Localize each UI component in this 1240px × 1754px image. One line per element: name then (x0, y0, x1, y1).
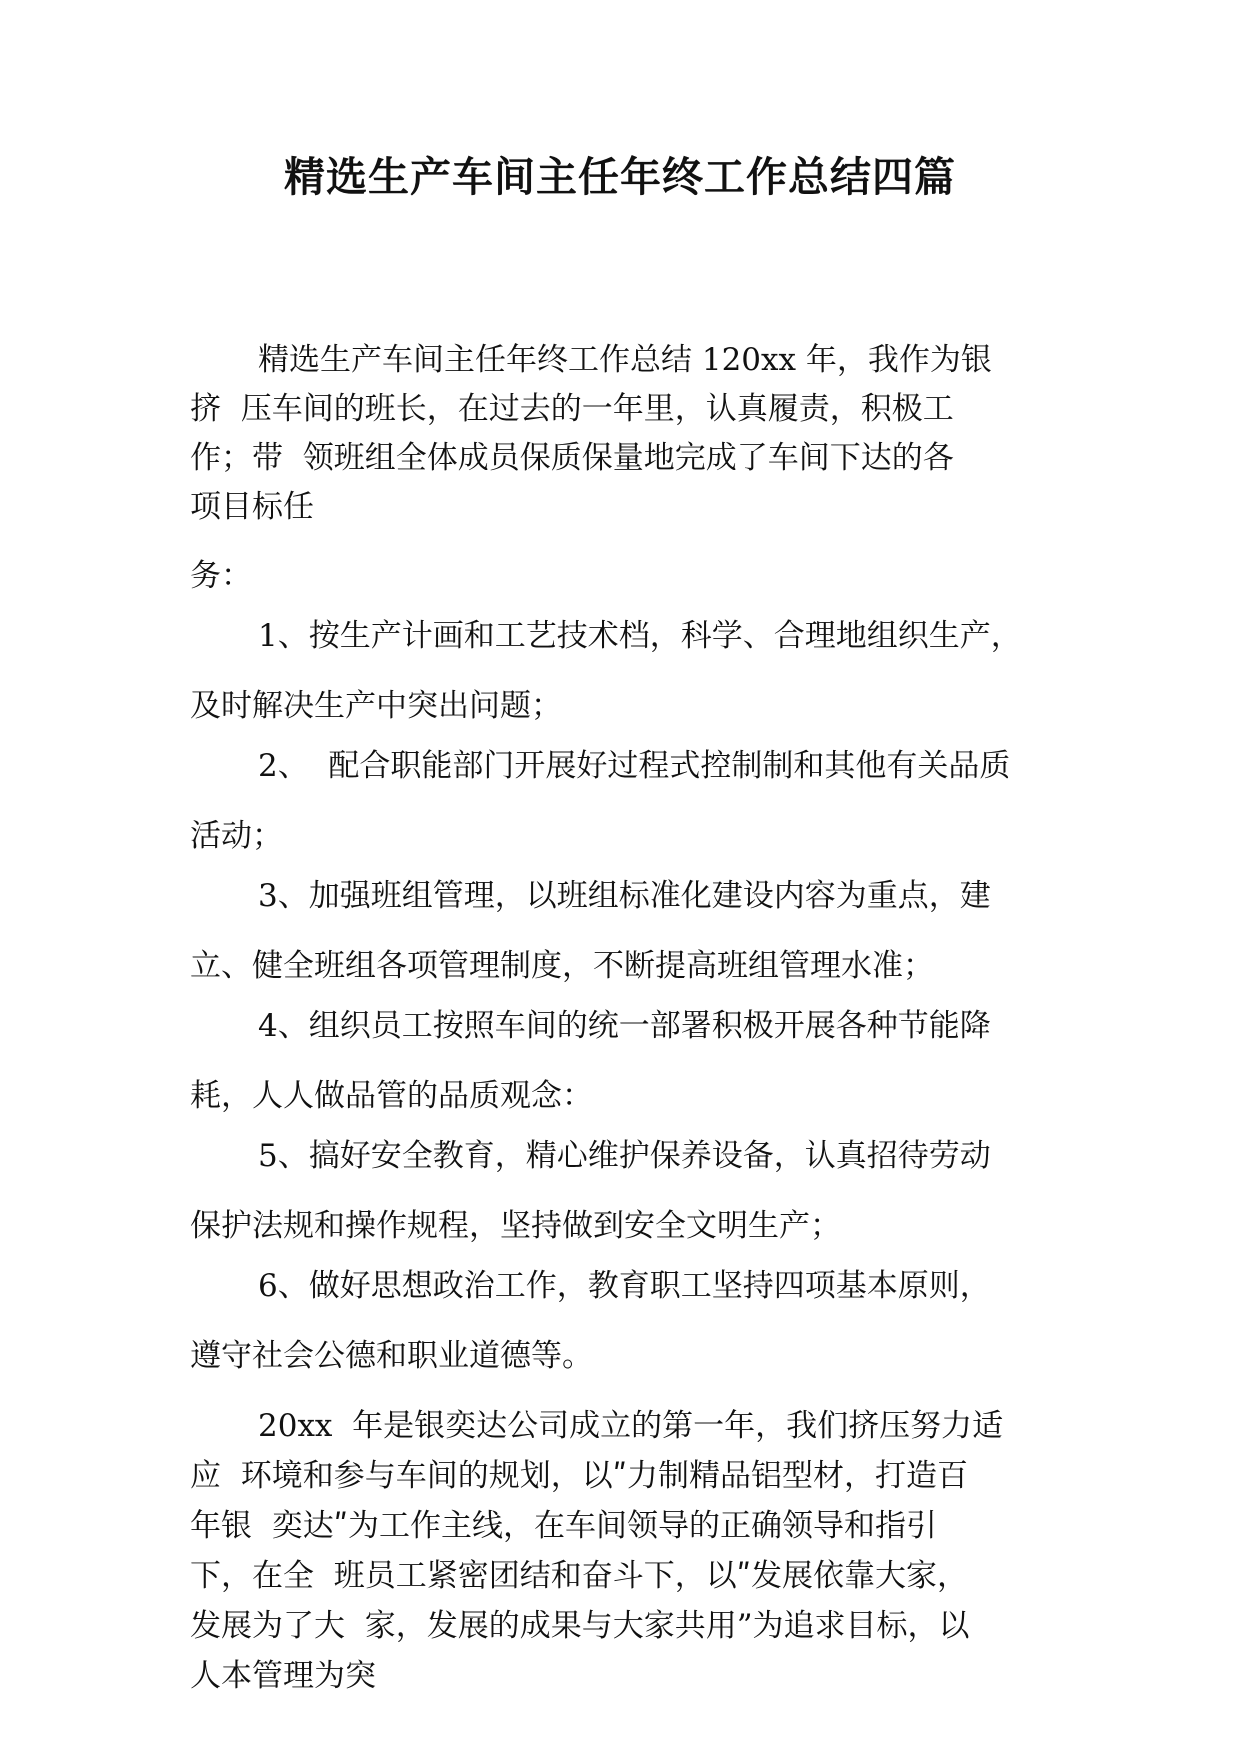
paragraph-line: 务： (190, 558, 252, 594)
paragraph-line: 20xx 年是银奕达公司成立的第一年，我们挤压努力适 (258, 1408, 1004, 1444)
paragraph-line: 年银 奕达ʺ为工作主线，在车间领导的正确领导和指引 (190, 1508, 937, 1544)
list-item-line: 耗，人人做品管的品质观念： (190, 1078, 593, 1114)
list-item-line: 遵守社会公德和职业道德等。 (190, 1338, 593, 1374)
list-item-line: 6、做好思想政治工作，教育职工坚持四项基本原则， (258, 1268, 991, 1304)
list-item-line: 5、搞好安全教育，精心维护保养设备，认真招待劳动 (258, 1138, 991, 1174)
paragraph-line: 下，在全 班员工紧密团结和奋斗下，以ʺ发展依靠大家， (190, 1558, 968, 1594)
list-item-line: 4、组织员工按照车间的统一部署积极开展各种节能降 (258, 1008, 991, 1044)
list-item-line: 保护法规和操作规程，坚持做到安全文明生产； (190, 1208, 841, 1244)
list-item-line: 1、按生产计画和工艺技术档，科学、合理地组织生产， (258, 618, 1022, 654)
list-item-line: 及时解决生产中突出问题； (190, 688, 562, 724)
paragraph-line: 应 环境和参与车间的规划，以ʺ力制精品铝型材，打造百 (190, 1458, 968, 1494)
paragraph-line: 人本管理为突 (190, 1658, 376, 1694)
list-item-line: 2、 配合职能部门开展好过程式控制制和其他有关品质 (258, 748, 1011, 784)
paragraph-line: 作；带 领班组全体成员保质保量地完成了车间下达的各 (190, 440, 954, 476)
list-item-line: 立、健全班组各项管理制度，不断提高班组管理水准； (190, 948, 934, 984)
list-item-line: 3、加强班组管理，以班组标准化建设内容为重点，建 (258, 878, 991, 914)
document-title: 精选生产车间主任年终工作总结四篇 (284, 153, 956, 201)
paragraph-line: 发展为了大 家，发展的成果与大家共用”为追求目标，以 (190, 1608, 970, 1644)
list-item-line: 活动； (190, 818, 283, 854)
paragraph-line: 挤 压车间的班长，在过去的一年里，认真履责，积极工 (190, 391, 954, 427)
paragraph-line: 精选生产车间主任年终工作总结 120xx 年，我作为银 (258, 342, 992, 378)
paragraph-line: 项目标任 (190, 489, 314, 525)
